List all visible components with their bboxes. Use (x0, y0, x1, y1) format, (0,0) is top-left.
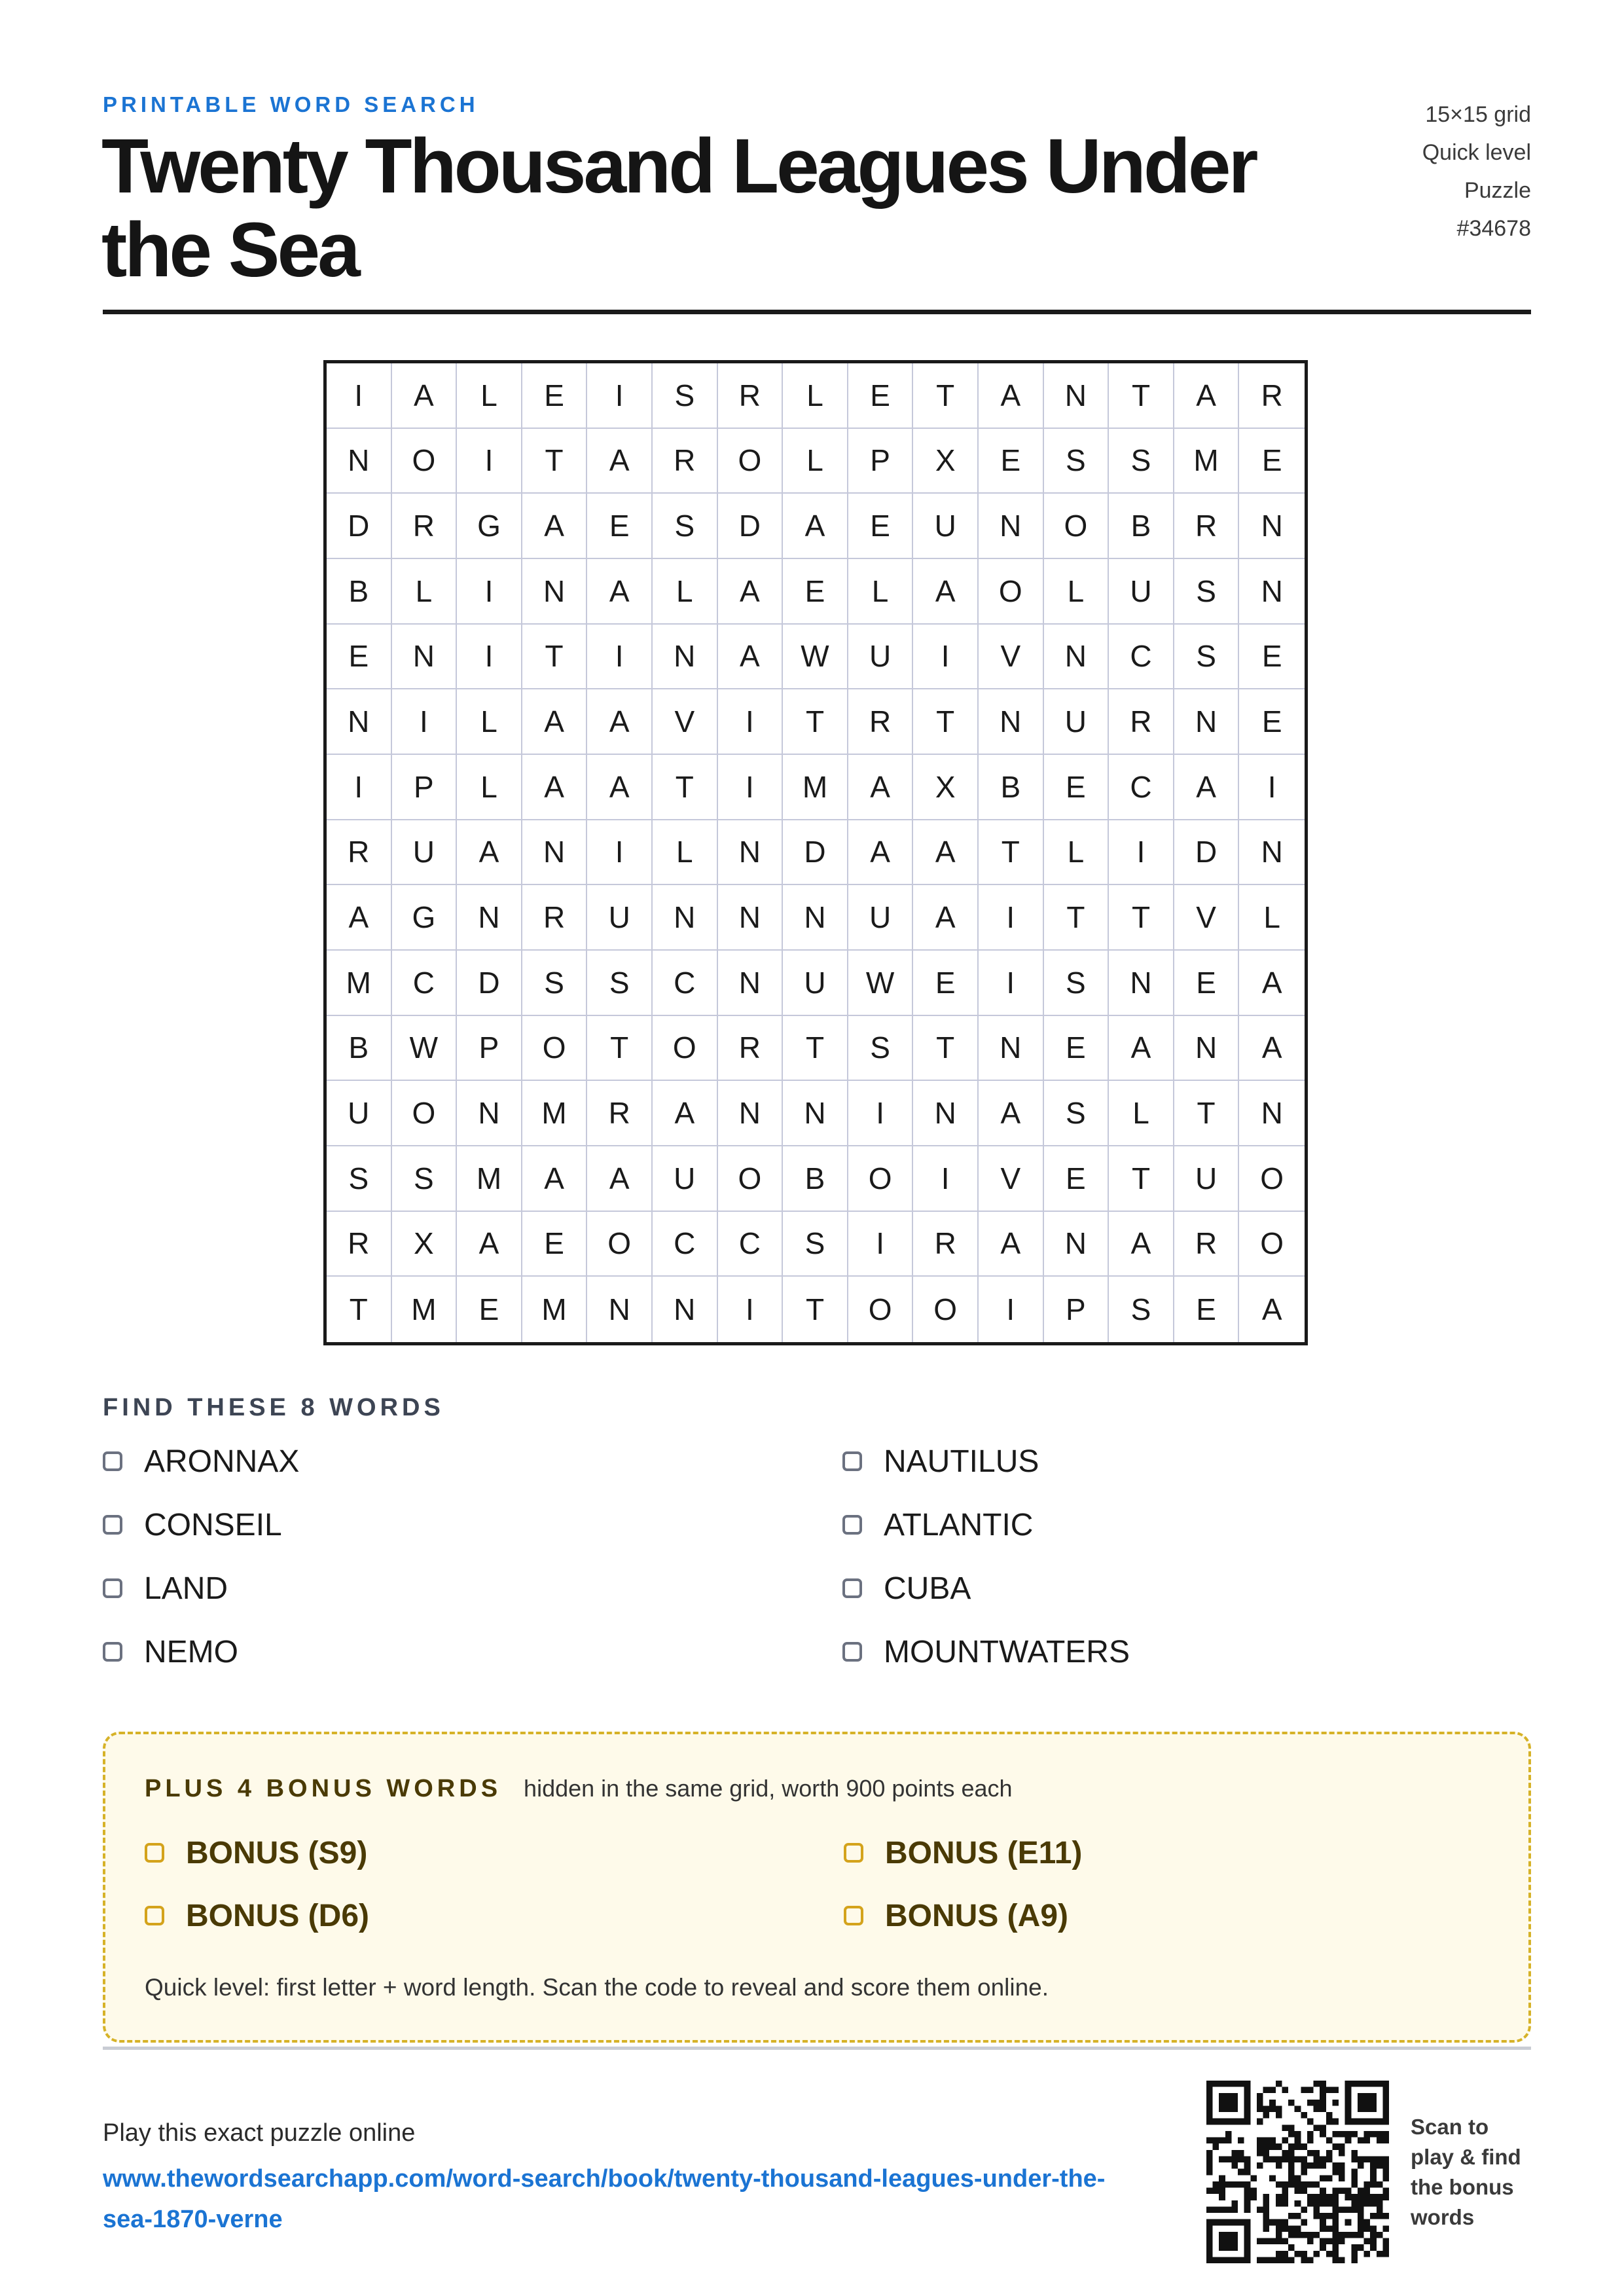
grid-cell[interactable]: N (457, 1081, 522, 1146)
grid-cell[interactable]: D (457, 951, 522, 1016)
grid-cell[interactable]: I (327, 755, 392, 820)
bonus-label: BONUS (D6) (186, 1898, 370, 1933)
word-item[interactable] (842, 1636, 1412, 1667)
grid-cell[interactable]: S (327, 1146, 392, 1212)
grid-cell[interactable]: E (1174, 951, 1240, 1016)
grid-cell[interactable]: C (392, 951, 458, 1016)
grid-cell[interactable]: N (718, 885, 784, 951)
grid-cell[interactable]: N (457, 885, 522, 951)
grid-cell[interactable]: E (783, 559, 848, 625)
grid-cell[interactable]: A (522, 1146, 588, 1212)
grid-cell[interactable]: D (1174, 820, 1240, 886)
bonus-word-list (145, 1837, 1487, 1931)
bonus-subtitle: hidden in the same grid, worth 900 points each (524, 1775, 1013, 1802)
grid-cell[interactable]: S (1174, 559, 1240, 625)
grid-cell[interactable]: M (522, 1081, 588, 1146)
grid-cell[interactable]: I (848, 1081, 914, 1146)
grid-cell[interactable]: T (913, 363, 979, 429)
grid-cell[interactable]: L (653, 820, 718, 886)
grid-cell[interactable]: S (1174, 625, 1240, 690)
grid-cell[interactable]: O (1239, 1146, 1305, 1212)
grid-cell[interactable]: A (848, 755, 914, 820)
grid-cell[interactable]: R (587, 1081, 653, 1146)
grid-cell[interactable]: U (587, 885, 653, 951)
bonus-label: BONUS (E11) (885, 1835, 1083, 1870)
grid-cell[interactable]: P (392, 755, 458, 820)
checkbox-icon[interactable] (103, 1578, 122, 1598)
grid-cell[interactable]: N (327, 689, 392, 755)
grid-cell[interactable]: O (587, 1212, 653, 1277)
letter-grid (323, 360, 1308, 1345)
grid-cell[interactable]: L (392, 559, 458, 625)
grid-cell[interactable]: A (1109, 1212, 1174, 1277)
grid-cell[interactable]: S (1044, 1081, 1110, 1146)
grid-cell[interactable]: A (979, 1081, 1044, 1146)
word-item[interactable] (103, 1509, 842, 1540)
grid-cell[interactable]: R (848, 689, 914, 755)
grid-cell[interactable]: N (587, 1277, 653, 1342)
grid-cell[interactable]: T (653, 755, 718, 820)
grid-cell[interactable]: O (913, 1277, 979, 1342)
puzzle-meta (1422, 96, 1531, 247)
grid-cell[interactable]: N (1174, 689, 1240, 755)
grid-cell[interactable]: N (718, 1081, 784, 1146)
grid-cell[interactable]: W (848, 951, 914, 1016)
grid-cell[interactable]: E (1044, 1016, 1110, 1082)
grid-cell[interactable]: N (1239, 559, 1305, 625)
grid-cell[interactable]: A (913, 559, 979, 625)
grid-cell[interactable]: N (522, 820, 588, 886)
grid-cell[interactable]: P (1044, 1277, 1110, 1342)
grid-cell[interactable]: A (913, 885, 979, 951)
word-label: CONSEIL (144, 1507, 282, 1542)
grid-cell[interactable]: N (979, 494, 1044, 559)
grid-cell[interactable]: S (1044, 429, 1110, 494)
grid-cell[interactable]: S (848, 1016, 914, 1082)
meta-puzzle-number: #34678 (1456, 216, 1531, 241)
grid-cell[interactable]: X (913, 755, 979, 820)
grid-cell[interactable]: N (1044, 363, 1110, 429)
grid-cell[interactable]: D (718, 494, 784, 559)
grid-cell[interactable]: S (522, 951, 588, 1016)
grid-cell[interactable]: T (783, 1277, 848, 1342)
grid-cell[interactable]: N (1044, 625, 1110, 690)
grid-cell[interactable]: E (1239, 689, 1305, 755)
grid-cell[interactable]: N (979, 689, 1044, 755)
grid-cell[interactable]: U (848, 625, 914, 690)
word-label: NAUTILUS (884, 1444, 1039, 1479)
grid-cell[interactable]: A (1109, 1016, 1174, 1082)
bonus-title: PLUS 4 BONUS WORDS (145, 1775, 502, 1802)
grid-cell[interactable]: E (848, 494, 914, 559)
grid-cell[interactable]: N (522, 559, 588, 625)
grid-cell[interactable]: S (783, 1212, 848, 1277)
grid-cell[interactable]: N (783, 1081, 848, 1146)
word-item[interactable] (842, 1446, 1412, 1477)
grid-cell[interactable]: O (718, 1146, 784, 1212)
grid-cell[interactable]: A (587, 1146, 653, 1212)
grid-cell[interactable]: N (653, 625, 718, 690)
grid-cell[interactable]: R (718, 1016, 784, 1082)
grid-cell[interactable]: E (1044, 1146, 1110, 1212)
grid-cell[interactable]: A (1239, 1016, 1305, 1082)
grid-cell[interactable]: O (653, 1016, 718, 1082)
qr-code-icon[interactable] (1206, 2081, 1389, 2263)
grid-cell[interactable]: G (457, 494, 522, 559)
word-label: ARONNAX (144, 1444, 300, 1479)
grid-cell[interactable]: C (653, 951, 718, 1016)
grid-cell[interactable]: D (327, 494, 392, 559)
grid-cell[interactable]: I (979, 885, 1044, 951)
grid-cell[interactable]: T (1109, 1146, 1174, 1212)
grid-cell[interactable]: I (848, 1212, 914, 1277)
checkbox-icon[interactable] (844, 1906, 863, 1925)
bonus-item[interactable] (844, 1900, 1433, 1931)
grid-cell[interactable]: N (1109, 951, 1174, 1016)
grid-cell[interactable]: N (979, 1016, 1044, 1082)
grid-cell[interactable]: X (913, 429, 979, 494)
grid-cell[interactable]: R (1174, 494, 1240, 559)
grid-cell[interactable]: A (457, 1212, 522, 1277)
page-title: Twenty Thousand Leagues Under the Sea (101, 123, 1256, 293)
grid-cell[interactable]: U (783, 951, 848, 1016)
grid-cell[interactable]: M (1174, 429, 1240, 494)
word-list (103, 1446, 1412, 1667)
word-item[interactable] (842, 1509, 1412, 1540)
grid-cell[interactable]: N (1239, 494, 1305, 559)
bonus-item[interactable] (145, 1900, 844, 1931)
grid-cell[interactable]: I (587, 625, 653, 690)
grid-cell[interactable]: E (1174, 1277, 1240, 1342)
grid-cell[interactable]: N (1174, 1016, 1240, 1082)
grid-cell[interactable]: O (848, 1146, 914, 1212)
grid-cell[interactable]: M (783, 755, 848, 820)
grid-cell[interactable]: C (1109, 755, 1174, 820)
checkbox-icon[interactable] (103, 1642, 122, 1662)
word-label: NEMO (144, 1634, 238, 1669)
grid-cell[interactable]: I (457, 625, 522, 690)
scan-caption: Scan to play & find the bonus words (1411, 2115, 1521, 2229)
grid-cell[interactable]: M (327, 951, 392, 1016)
grid-cell[interactable]: R (718, 363, 784, 429)
grid-cell[interactable]: E (913, 951, 979, 1016)
grid-cell[interactable]: S (587, 951, 653, 1016)
grid-cell[interactable]: E (848, 363, 914, 429)
grid-cell[interactable]: T (1174, 1081, 1240, 1146)
meta-grid-size: 15×15 grid (1425, 102, 1531, 127)
grid-cell[interactable]: N (913, 1081, 979, 1146)
grid-cell[interactable]: I (1239, 755, 1305, 820)
grid-cell[interactable]: N (718, 820, 784, 886)
grid-cell[interactable]: E (522, 1212, 588, 1277)
bonus-label: BONUS (S9) (186, 1835, 368, 1870)
grid-cell[interactable]: A (718, 559, 784, 625)
grid-cell[interactable]: V (979, 1146, 1044, 1212)
grid-cell[interactable]: B (327, 1016, 392, 1082)
grid-cell[interactable]: N (1239, 820, 1305, 886)
grid-cell[interactable]: N (653, 885, 718, 951)
grid-cell[interactable]: U (1109, 559, 1174, 625)
grid-cell[interactable]: I (979, 951, 1044, 1016)
grid-cell[interactable]: A (522, 689, 588, 755)
grid-cell[interactable]: R (522, 885, 588, 951)
grid-cell[interactable]: V (653, 689, 718, 755)
word-item[interactable] (103, 1573, 842, 1604)
puzzle-link[interactable]: www.thewordsearchapp.com/word-search/book/twenty-thousand-leagues-under-the-sea-1870-verne (103, 2165, 1106, 2233)
grid-cell[interactable]: T (913, 689, 979, 755)
grid-cell[interactable]: A (979, 1212, 1044, 1277)
grid-cell[interactable]: N (718, 951, 784, 1016)
grid-cell[interactable]: O (522, 1016, 588, 1082)
grid-cell[interactable]: L (457, 755, 522, 820)
grid-cell[interactable]: I (457, 429, 522, 494)
grid-cell[interactable]: A (457, 820, 522, 886)
word-label: MOUNTWATERS (884, 1634, 1130, 1669)
word-label: ATLANTIC (884, 1507, 1034, 1542)
grid-cell[interactable]: R (1174, 1212, 1240, 1277)
checkbox-icon[interactable] (844, 1843, 863, 1863)
grid-cell[interactable]: A (587, 559, 653, 625)
grid-cell[interactable]: X (392, 1212, 458, 1277)
grid-cell[interactable]: A (587, 429, 653, 494)
grid-cell[interactable]: T (1109, 885, 1174, 951)
grid-cell[interactable]: R (653, 429, 718, 494)
word-label: CUBA (884, 1571, 971, 1606)
grid-cell[interactable]: I (457, 559, 522, 625)
grid-cell[interactable]: T (783, 1016, 848, 1082)
grid-cell[interactable]: S (1109, 1277, 1174, 1342)
grid-cell[interactable]: A (522, 755, 588, 820)
grid-cell[interactable]: A (327, 885, 392, 951)
grid-cell[interactable]: I (979, 1277, 1044, 1342)
grid-cell[interactable]: I (1109, 820, 1174, 886)
grid-cell[interactable]: G (392, 885, 458, 951)
grid-cell[interactable]: T (522, 625, 588, 690)
grid-cell[interactable]: R (392, 494, 458, 559)
grid-cell[interactable]: I (913, 625, 979, 690)
grid-cell[interactable]: T (327, 1277, 392, 1342)
grid-cell[interactable]: O (1044, 494, 1110, 559)
grid-cell[interactable]: N (783, 885, 848, 951)
grid-cell[interactable]: O (392, 429, 458, 494)
word-item[interactable] (842, 1573, 1412, 1604)
grid-cell[interactable]: I (913, 1146, 979, 1212)
grid-cell[interactable]: A (392, 363, 458, 429)
grid-cell[interactable]: U (1044, 689, 1110, 755)
grid-cell[interactable]: T (979, 820, 1044, 886)
grid-cell[interactable]: O (718, 429, 784, 494)
grid-cell[interactable]: W (392, 1016, 458, 1082)
grid-cell[interactable]: A (913, 820, 979, 886)
grid-cell[interactable]: B (1109, 494, 1174, 559)
grid-cell[interactable]: V (1174, 885, 1240, 951)
grid-cell[interactable]: S (392, 1146, 458, 1212)
grid-cell[interactable]: A (718, 625, 784, 690)
bonus-item[interactable] (145, 1837, 844, 1868)
grid-cell[interactable]: E (457, 1277, 522, 1342)
grid-cell[interactable]: I (718, 1277, 784, 1342)
checkbox-icon[interactable] (842, 1515, 862, 1535)
grid-cell[interactable]: U (1174, 1146, 1240, 1212)
grid-cell[interactable]: A (587, 755, 653, 820)
grid-cell[interactable]: U (653, 1146, 718, 1212)
grid-cell[interactable]: A (1239, 951, 1305, 1016)
grid-cell[interactable]: L (1044, 559, 1110, 625)
grid-cell[interactable]: V (979, 625, 1044, 690)
grid-cell[interactable]: L (457, 363, 522, 429)
grid-cell[interactable]: L (457, 689, 522, 755)
checkbox-icon[interactable] (103, 1515, 122, 1535)
grid-cell[interactable]: T (913, 1016, 979, 1082)
find-heading: FIND THESE 8 WORDS (103, 1394, 444, 1421)
grid-cell[interactable]: O (392, 1081, 458, 1146)
grid-cell[interactable]: A (979, 363, 1044, 429)
grid-cell[interactable]: W (783, 625, 848, 690)
grid-cell[interactable]: U (848, 885, 914, 951)
grid-cell[interactable]: E (587, 494, 653, 559)
meta-puzzle-label: Puzzle (1464, 178, 1531, 203)
checkbox-icon[interactable] (145, 1843, 164, 1863)
grid-cell[interactable]: C (1109, 625, 1174, 690)
grid-cell[interactable]: R (913, 1212, 979, 1277)
checkbox-icon[interactable] (145, 1906, 164, 1925)
grid-cell[interactable]: P (457, 1016, 522, 1082)
grid-cell[interactable]: S (653, 494, 718, 559)
grid-cell[interactable]: L (783, 429, 848, 494)
grid-cell[interactable]: A (1174, 755, 1240, 820)
grid-cell[interactable]: T (1044, 885, 1110, 951)
grid-cell[interactable]: I (392, 689, 458, 755)
grid-cell[interactable]: P (848, 429, 914, 494)
play-online-text: Play this exact puzzle online (103, 2119, 416, 2147)
grid-cell[interactable]: I (587, 820, 653, 886)
grid-cell[interactable]: L (653, 559, 718, 625)
grid-cell[interactable]: B (327, 559, 392, 625)
grid-cell[interactable]: R (1109, 689, 1174, 755)
checkbox-icon[interactable] (842, 1451, 862, 1471)
grid-cell[interactable]: B (783, 1146, 848, 1212)
grid-cell[interactable]: S (1044, 951, 1110, 1016)
grid-cell[interactable]: A (587, 689, 653, 755)
grid-cell[interactable]: A (1174, 363, 1240, 429)
grid-cell[interactable]: I (718, 755, 784, 820)
grid-cell[interactable]: I (587, 363, 653, 429)
grid-cell[interactable]: L (1044, 820, 1110, 886)
grid-cell[interactable]: N (392, 625, 458, 690)
grid-cell[interactable]: N (327, 429, 392, 494)
grid-cell[interactable]: R (327, 1212, 392, 1277)
grid-cell[interactable]: R (327, 820, 392, 886)
grid-cell[interactable]: C (718, 1212, 784, 1277)
grid-cell[interactable]: L (783, 363, 848, 429)
grid-cell[interactable]: I (718, 689, 784, 755)
grid-cell[interactable]: L (848, 559, 914, 625)
bonus-header (145, 1775, 1013, 1803)
grid-cell[interactable]: I (327, 363, 392, 429)
grid-cell[interactable]: C (653, 1212, 718, 1277)
bonus-label: BONUS (A9) (885, 1898, 1069, 1933)
grid-cell[interactable]: A (848, 820, 914, 886)
grid-cell[interactable]: M (457, 1146, 522, 1212)
grid-cell[interactable]: T (783, 689, 848, 755)
grid-cell[interactable]: A (783, 494, 848, 559)
grid-cell[interactable]: L (1109, 1081, 1174, 1146)
grid-cell[interactable]: E (1044, 755, 1110, 820)
grid-cell[interactable]: M (522, 1277, 588, 1342)
grid-cell[interactable]: N (1239, 1081, 1305, 1146)
grid-cell[interactable]: T (522, 429, 588, 494)
checkbox-icon[interactable] (842, 1578, 862, 1598)
word-item[interactable] (103, 1446, 842, 1477)
bonus-item[interactable] (844, 1837, 1433, 1868)
word-label: LAND (144, 1571, 228, 1606)
grid-cell[interactable]: E (1239, 625, 1305, 690)
grid-cell[interactable]: D (783, 820, 848, 886)
grid-cell[interactable]: A (653, 1081, 718, 1146)
grid-cell[interactable]: R (1239, 363, 1305, 429)
grid-cell[interactable]: O (848, 1277, 914, 1342)
grid-cell[interactable]: E (1239, 429, 1305, 494)
grid-cell[interactable]: L (1239, 885, 1305, 951)
grid-cell[interactable]: T (1109, 363, 1174, 429)
grid-cell[interactable]: S (653, 363, 718, 429)
grid-cell[interactable]: N (653, 1277, 718, 1342)
meta-level: Quick level (1422, 140, 1531, 165)
grid-cell[interactable]: O (1239, 1212, 1305, 1277)
grid-cell[interactable]: N (1044, 1212, 1110, 1277)
grid-cell[interactable]: U (913, 494, 979, 559)
checkbox-icon[interactable] (842, 1642, 862, 1662)
grid-cell[interactable]: B (979, 755, 1044, 820)
grid-cell[interactable]: T (587, 1016, 653, 1082)
kicker: PRINTABLE WORD SEARCH (103, 92, 479, 117)
grid-cell[interactable]: E (979, 429, 1044, 494)
footer-divider (103, 2047, 1531, 2050)
word-item[interactable] (103, 1636, 842, 1667)
checkbox-icon[interactable] (103, 1451, 122, 1471)
grid-cell[interactable]: A (522, 494, 588, 559)
grid-cell[interactable]: S (1109, 429, 1174, 494)
bonus-note: Quick level: first letter + word length. Scan the code to reveal and score them online. (145, 1974, 1049, 2001)
grid-cell[interactable]: E (327, 625, 392, 690)
grid-cell[interactable]: E (522, 363, 588, 429)
grid-cell[interactable]: A (1261, 1292, 1282, 1327)
grid-cell[interactable]: M (392, 1277, 458, 1342)
header-divider (103, 310, 1531, 314)
bonus-panel (103, 1732, 1531, 2043)
grid-cell[interactable]: O (979, 559, 1044, 625)
grid-cell[interactable]: U (327, 1081, 392, 1146)
grid-cell[interactable]: U (392, 820, 458, 886)
